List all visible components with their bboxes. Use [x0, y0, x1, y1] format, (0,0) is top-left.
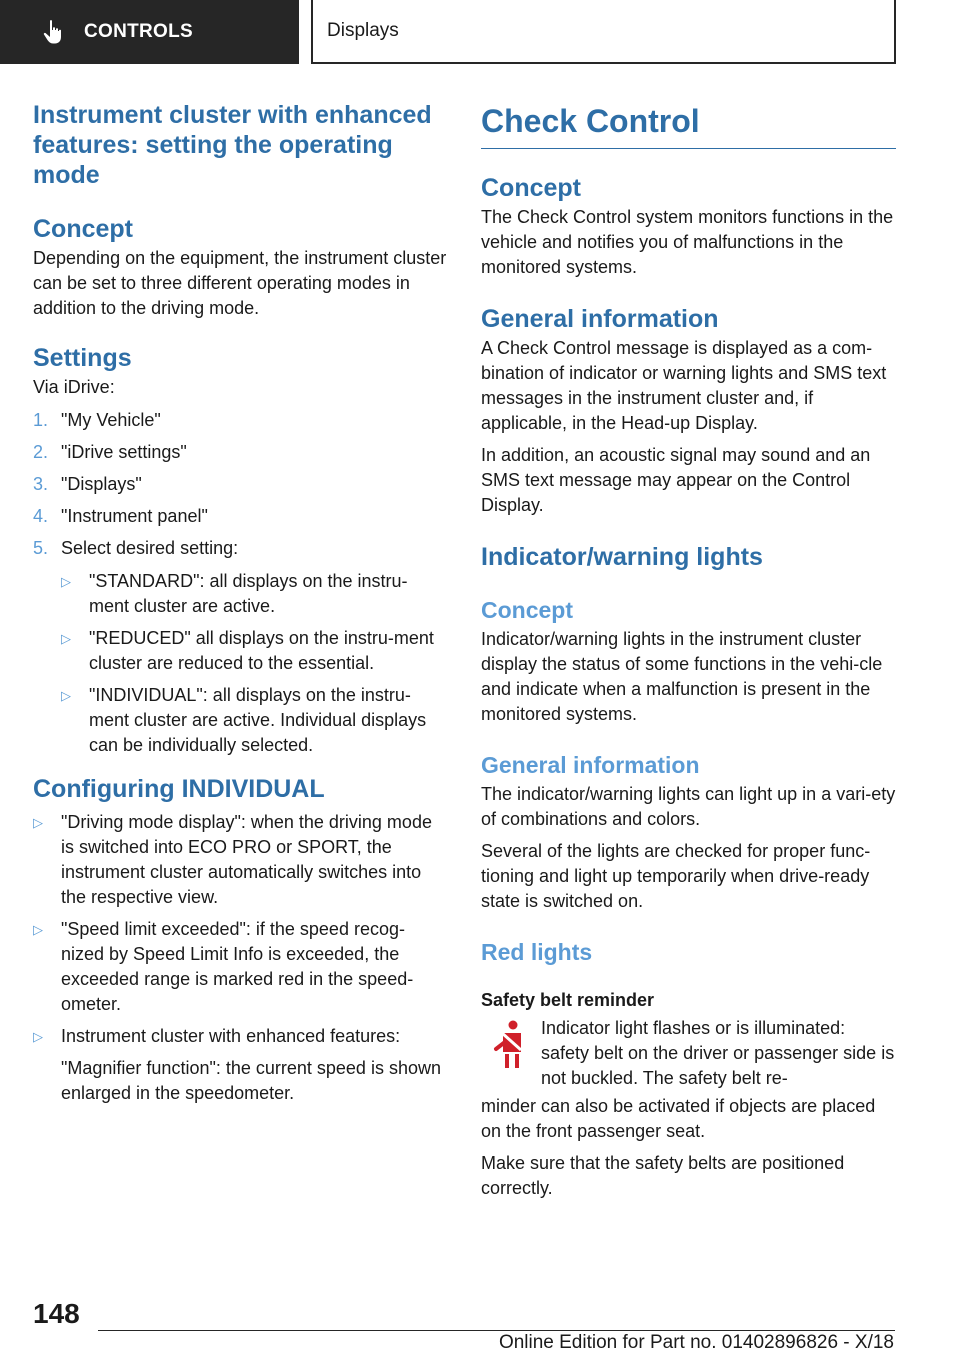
settings-heading: Settings — [33, 344, 132, 372]
hand-pointer-icon — [40, 18, 66, 46]
operating-mode-heading: Instrument cluster with enhanced features: setting the operating mode — [33, 101, 432, 189]
setting-options — [61, 569, 447, 758]
lights-general-text: The indicator/warning lights can light up in a vari‐ety of combinations and colors. — [481, 784, 896, 829]
right-column — [481, 100, 896, 1201]
left-column — [33, 100, 447, 1113]
page-number: 148 — [33, 1298, 80, 1329]
triangle-bullet-icon: ▷ — [61, 631, 71, 646]
list-item: ▷ "Driving mode display": when the driving mode is switched into ECO PRO or SPORT, the instrument cluster automatically switches into the respective view. — [33, 810, 447, 910]
triangle-bullet-icon: ▷ — [61, 574, 71, 589]
safety-belt-text-cont: minder can also be activated if objects are placed on the front passenger seat. — [481, 1096, 876, 1141]
section-tab — [0, 0, 299, 64]
list-item: ▷ Instrument cluster with enhanced features: "Magnifier function": the current speed is shown enlarged in the speedometer. — [33, 1024, 447, 1106]
general-info-text-2: In addition, an acoustic signal may sound and an SMS text message may appear on the Control Display. — [481, 445, 871, 515]
config-options — [33, 810, 447, 1106]
warning-lights-heading: Indicator/warning lights — [481, 543, 763, 571]
general-info-text: A Check Control message is displayed as a com‐bination of indicator or warning lights and SMS text messages in the instrument cluster and, if applicable, in the Head-up Display. — [481, 338, 887, 433]
settings-intro: Via iDrive: — [33, 377, 115, 397]
lights-general-heading: General information — [481, 752, 700, 778]
safety-belt-text: Indicator light flashes or is illuminated: safety belt on the driver or passenger side is not buckled. The safety belt re‐ — [541, 1018, 895, 1088]
general-info-heading: General information — [481, 305, 719, 333]
red-lights-heading: Red lights — [481, 939, 593, 965]
settings-steps — [33, 408, 447, 561]
safety-belt-heading: Safety belt reminder — [481, 990, 655, 1010]
page-header — [0, 0, 960, 66]
triangle-bullet-icon: ▷ — [33, 1029, 43, 1044]
safety-belt-block — [481, 1016, 896, 1094]
list-item: ▷ "STANDARD": all displays on the instru‐ment cluster are active. — [61, 569, 447, 619]
chapter-title: Displays — [327, 20, 399, 41]
list-item: ▷ "INDIVIDUAL": all displays on the instru‐ment cluster are active. Individual displays can be individually selected. — [61, 683, 447, 758]
lights-general-text-2: Several of the lights are checked for proper func‐tioning and light up temporarily when drive-ready state is switched on. — [481, 841, 871, 911]
chapter-tab — [311, 0, 896, 64]
footer-divider — [98, 1330, 895, 1331]
list-item: 5. Select desired setting: — [33, 538, 239, 558]
list-item: 4. "Instrument panel" — [33, 506, 208, 526]
check-control-heading: Check Control — [481, 100, 896, 149]
edition-text: Online Edition for Part no. 01402896826 - X/18 — [498, 1332, 894, 1353]
safety-belt-text-2: Make sure that the safety belts are positioned correctly. — [481, 1153, 845, 1198]
lights-concept-text: Indicator/warning lights in the instrument cluster display the status of some functions in the vehi‐cle and indicate when a malfunction is present in the monitored systems. — [481, 629, 883, 724]
list-item: ▷ "Speed limit exceeded": if the speed recog‐nized by Speed Limit Info is exceeded, the exceeded range is marked red in the speed‐ometer. — [33, 917, 447, 1017]
concept-text: The Check Control system monitors functions in the vehicle and notifies you of malfunctions in the monitored systems. — [481, 207, 894, 277]
list-item: 1. "My Vehicle" — [33, 410, 161, 430]
seatbelt-warning-icon — [481, 1016, 541, 1094]
lights-concept-heading: Concept — [481, 597, 573, 623]
list-item: 3. "Displays" — [33, 474, 142, 494]
concept-text: Depending on the equipment, the instrument cluster can be set to three different operating modes in addition to the driving mode. — [33, 248, 447, 318]
section-title: CONTROLS — [84, 21, 194, 42]
list-item: ▷ "REDUCED" all displays on the instru‐ment cluster are reduced to the essential. — [61, 626, 447, 676]
concept-heading: Concept — [33, 215, 133, 243]
configuring-heading: Configuring INDIVIDUAL — [33, 775, 325, 803]
triangle-bullet-icon: ▷ — [33, 922, 43, 937]
triangle-bullet-icon: ▷ — [61, 688, 71, 703]
list-item: 2. "iDrive settings" — [33, 442, 187, 462]
concept-heading: Concept — [481, 174, 581, 202]
triangle-bullet-icon: ▷ — [33, 815, 43, 830]
